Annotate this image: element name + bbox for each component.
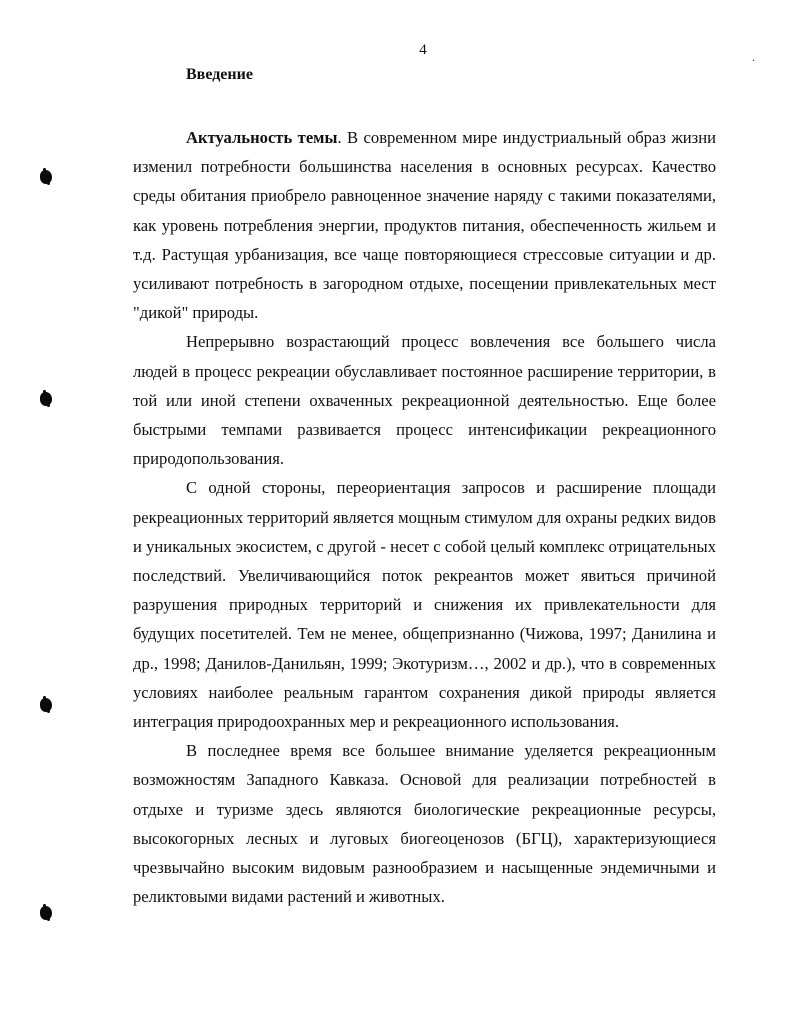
paragraph-text: . В современном мире индустриальный образ жизни изменил потребности большинства населения в основных ресурсах. Качество среды обитания приобрело равноценное значение наряду с такими показателями, как уровень потребления энергии, продуктов питания, обеспеченность жильем и т.д. Растущая урбанизация, все чаще повторяющиеся стрессовые ситуации и др. усиливают потребность в загородном отдыхе, посещении привлекательных мест "дикой" природы. — [133, 128, 716, 323]
paragraph-lead: Актуальность темы — [186, 128, 338, 147]
paragraph: В последнее время все большее внимание уделяется рекреационным возможностям Западного Кавказа. Основой для реализации потребностей в отдыхе и туризме здесь являются биологические рекреационные ресурсы, высокогорных лесных и луговых биогеоценозов (БГЦ), характеризующиеся чрезвычайно высоким видовым разнообразием и насыщенные эндемичными и реликтовыми видами растений и животных. — [133, 741, 716, 907]
binder-hole-mark — [40, 392, 52, 406]
page-number: 4 — [419, 42, 427, 58]
paragraph-relevance — [133, 123, 716, 327]
paragraph: С одной стороны, переориентация запросов и расширение площади рекреационных территорий является мощным стимулом для охраны редких видов и уникальных экосистем, с другой - несет с собой целый комплекс отрицательных последствий. Увеличивающийся поток рекреантов может явиться причиной разрушения природных территорий и снижения их привлекательности для будущих посетителей. Тем не менее, общепризнанно (Чижова, 1997; Данилина и др., 1998; Данилов-Данильян, 1999; Экотуризм…, 2002 и др.), что в современных условиях наиболее реальным гарантом сохранения дикой природы является интеграция природоохранных мер и рекреационного использования. — [133, 478, 716, 732]
binder-hole-mark — [40, 170, 52, 184]
body-text — [133, 123, 716, 911]
binder-hole-mark — [40, 698, 52, 712]
corner-mark: . — [752, 50, 755, 64]
section-heading: Введение — [186, 66, 253, 83]
binder-hole-mark — [40, 906, 52, 920]
paragraph: Непрерывно возрастающий процесс вовлечения все большего числа людей в процесс рекреации обуславливает постоянное расширение территории, в той или иной степени охваченных рекреационной деятельностью. Еще более быстрыми темпами развивается процесс интенсификации рекреационного природопользования. — [133, 332, 716, 469]
